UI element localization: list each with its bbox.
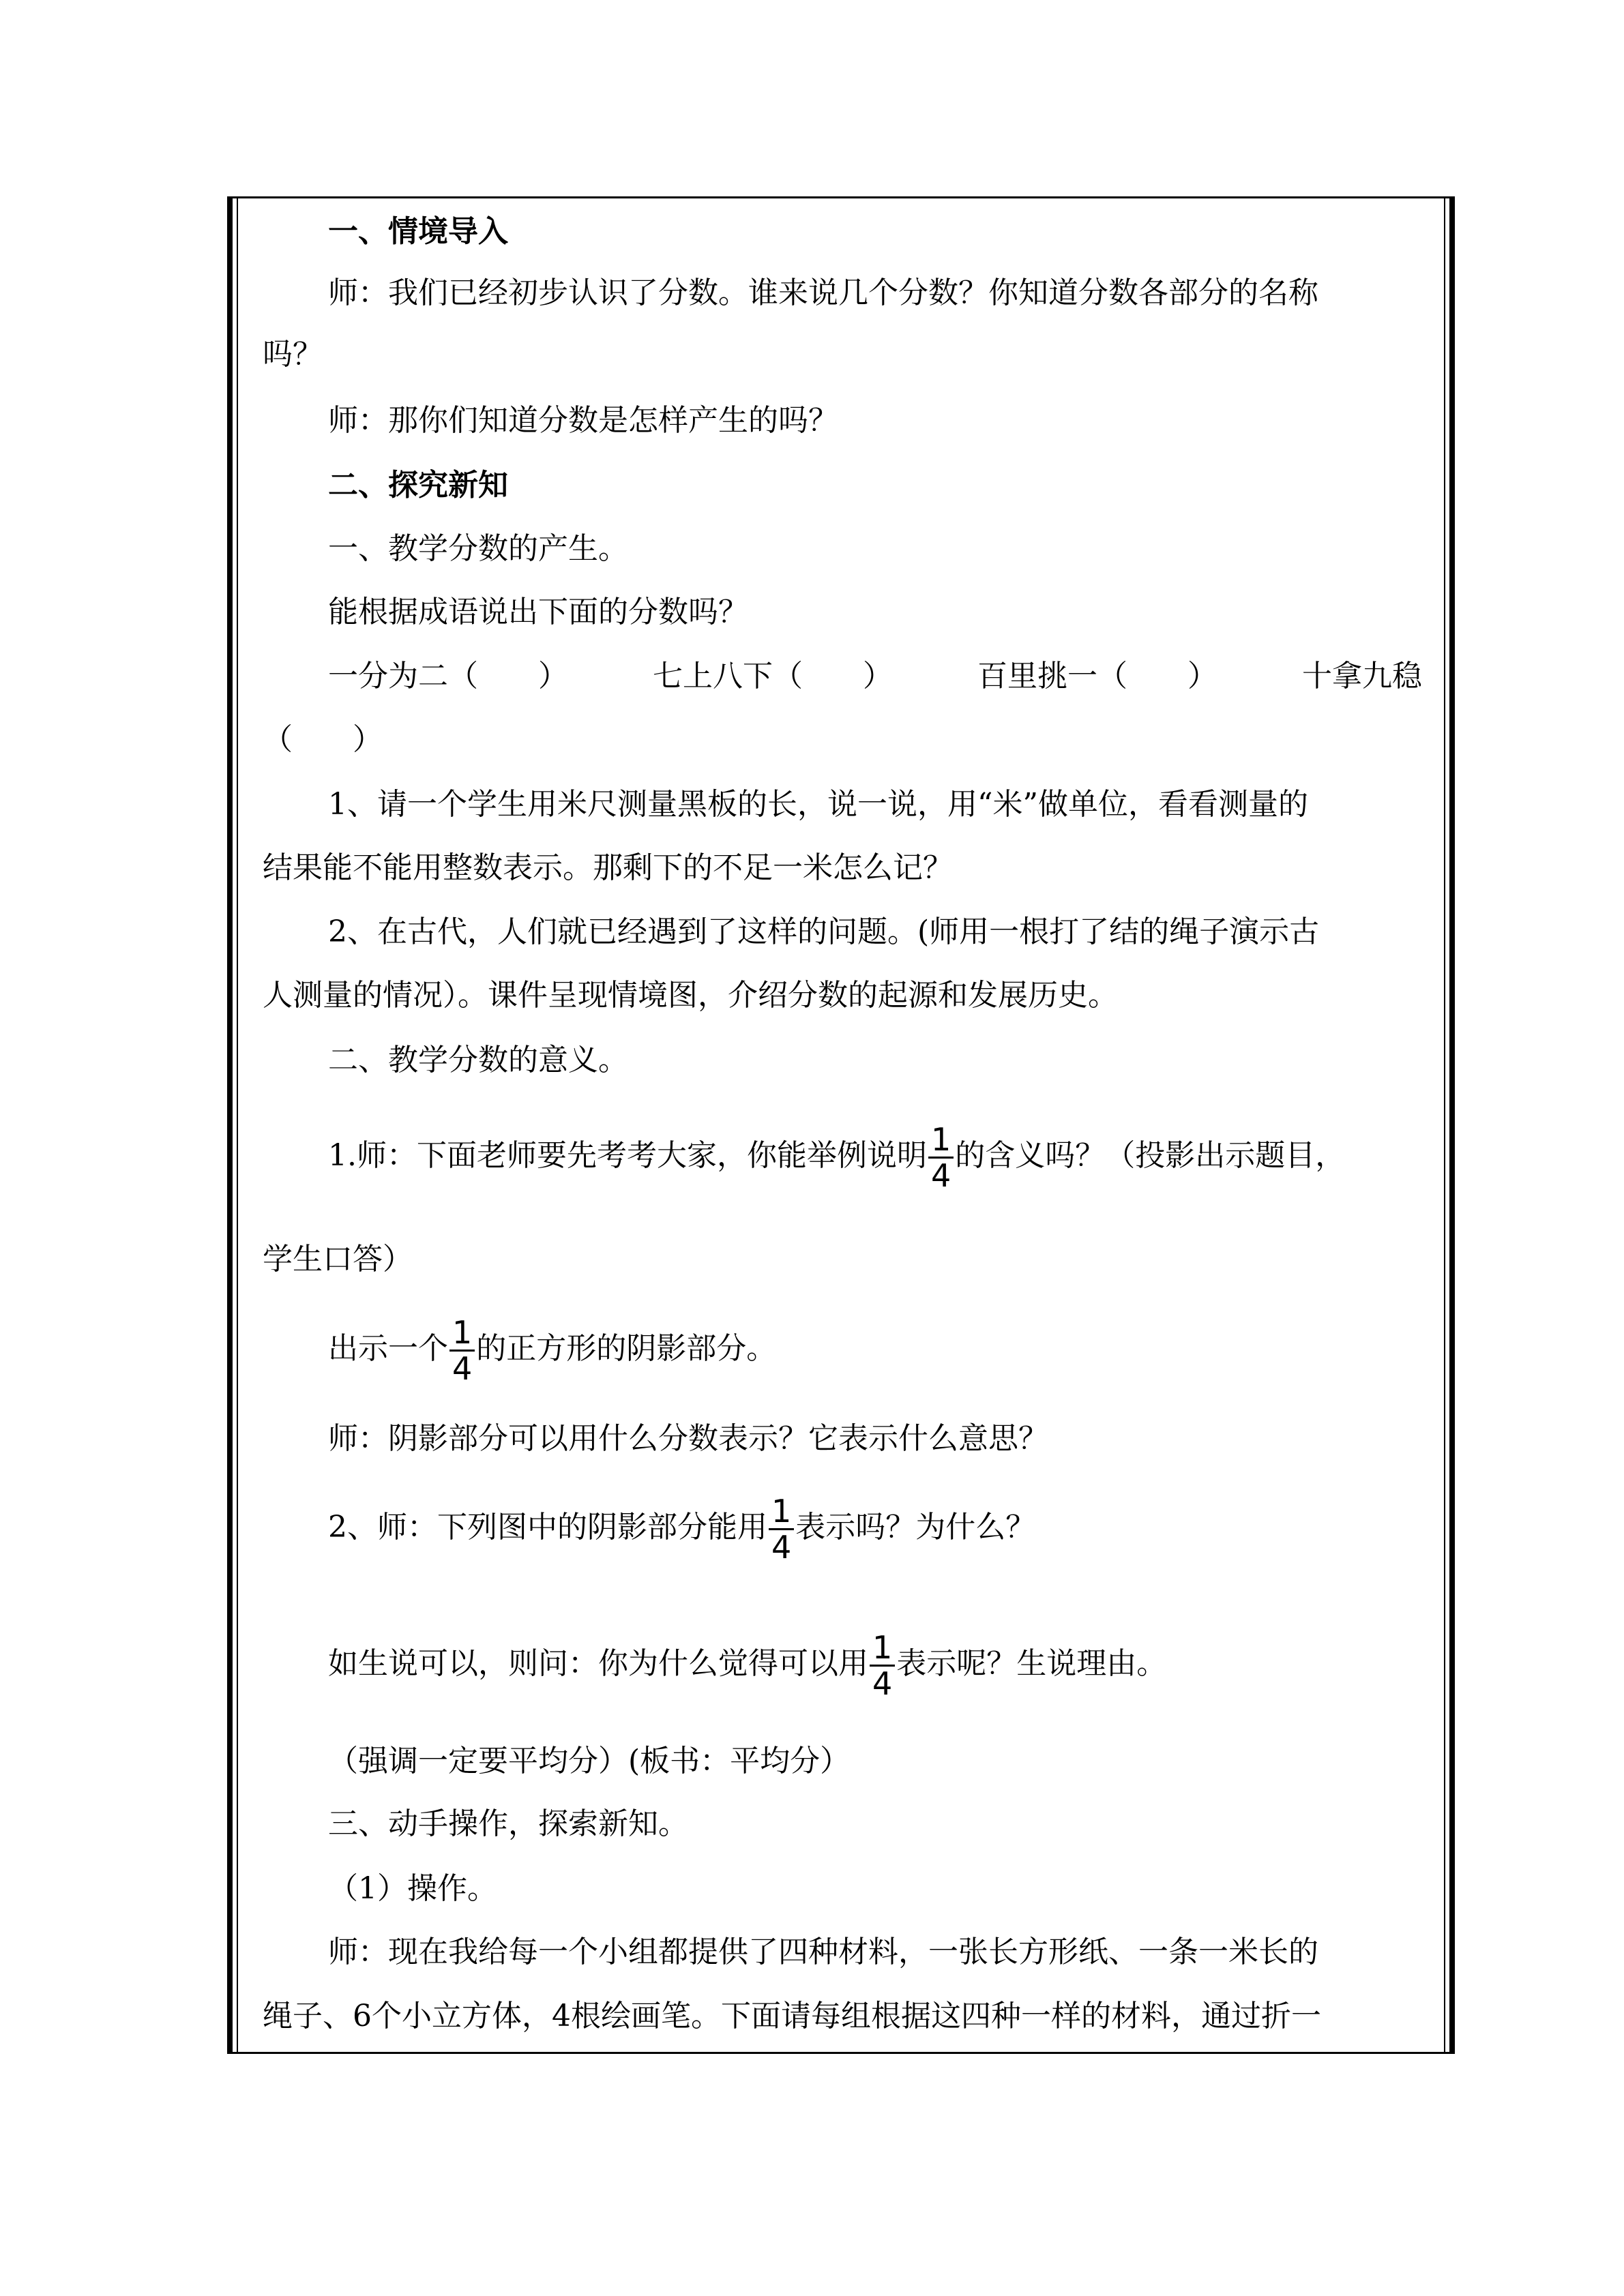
fraction-denominator: 4 — [930, 1157, 951, 1194]
fraction-one-quarter — [928, 1122, 954, 1193]
section-title-explore: 二、探究新知 — [328, 468, 508, 503]
text: 表示呢？生说理由。 — [896, 1646, 1167, 1681]
paragraph: 师：现在我给每一个小组都提供了四种材料，一张长方形纸、一条一米长的 — [328, 1935, 1318, 1969]
paragraph: 能根据成语说出下面的分数吗？ — [328, 595, 748, 629]
text: 表示吗？为什么？ — [795, 1510, 1036, 1545]
paragraph: 师：那你们知道分数是怎样产生的吗？ — [328, 403, 838, 438]
idiom-item: 百里挑一（ ） — [977, 659, 1217, 694]
paragraph: 人测量的情况）。课件呈现情境图，介绍分数的起源和发展历史。 — [263, 978, 1118, 1013]
text: 1.师：下面老师要先考考大家，你能举例说明 — [328, 1138, 927, 1173]
fraction-numerator: 1 — [769, 1494, 794, 1530]
fraction-denominator: 4 — [452, 1350, 473, 1387]
paragraph: 吗？ — [263, 337, 323, 372]
fraction-numerator: 1 — [928, 1122, 954, 1159]
paragraph-with-fraction — [328, 1626, 1166, 1701]
paragraph: 1、请一个学生用米尺测量黑板的长，说一说，用“米”做单位，看看测量的 — [328, 787, 1308, 822]
paragraph: （1）操作。 — [328, 1871, 497, 1906]
subheading: 二、教学分数的意义。 — [328, 1043, 628, 1077]
fraction-one-quarter — [449, 1315, 475, 1386]
paragraph: 结果能不能用整数表示。那剩下的不足一米怎么记？ — [263, 850, 953, 885]
idiom-row — [263, 656, 1422, 697]
paragraph: 师：阴影部分可以用什么分数表示？它表示什么意思？ — [328, 1421, 1048, 1456]
text: 出示一个 — [328, 1331, 448, 1366]
section-title-intro: 一、情境导入 — [328, 214, 508, 249]
fraction-numerator: 1 — [449, 1315, 475, 1352]
paragraph-with-fraction — [328, 1118, 1345, 1193]
idiom-item: 七上八下（ ） — [653, 659, 893, 694]
fraction-denominator: 4 — [872, 1665, 893, 1702]
text: 如生说可以，则问：你为什么觉得可以用 — [328, 1646, 868, 1681]
idiom-item: 一分为二（ ） — [328, 659, 568, 694]
text: 的正方形的阴影部分。 — [476, 1331, 777, 1366]
fraction-denominator: 4 — [771, 1529, 792, 1566]
paragraph: 学生口答） — [263, 1242, 413, 1277]
paragraph-with-fraction — [328, 1311, 776, 1386]
fraction-numerator: 1 — [870, 1630, 895, 1667]
text: 的含义吗？（投影出示题目， — [955, 1138, 1346, 1173]
paragraph: 2、在古代，人们就已经遇到了这样的问题。(师用一根打了结的绳子演示古 — [328, 914, 1320, 949]
paragraph: 师：我们已经初步认识了分数。谁来说几个分数？你知道分数各部分的名称 — [328, 275, 1318, 310]
subheading: 三、动手操作，探索新知。 — [328, 1806, 688, 1841]
idiom-item: 十拿九稳 — [1302, 659, 1422, 694]
paragraph-with-fraction — [328, 1490, 1035, 1565]
fraction-one-quarter — [769, 1494, 794, 1564]
idiom-item: （ ） — [263, 722, 383, 757]
subheading: 一、教学分数的产生。 — [328, 531, 628, 566]
paragraph: 绳子、6个小立方体，4根绘画笔。下面请每组根据这四种一样的材料，通过折一 — [263, 1999, 1321, 2033]
fraction-one-quarter — [870, 1630, 895, 1701]
text: 2、师：下列图中的阴影部分能用 — [328, 1510, 767, 1545]
paragraph: （强调一定要平均分）(板书：平均分） — [328, 1744, 851, 1778]
